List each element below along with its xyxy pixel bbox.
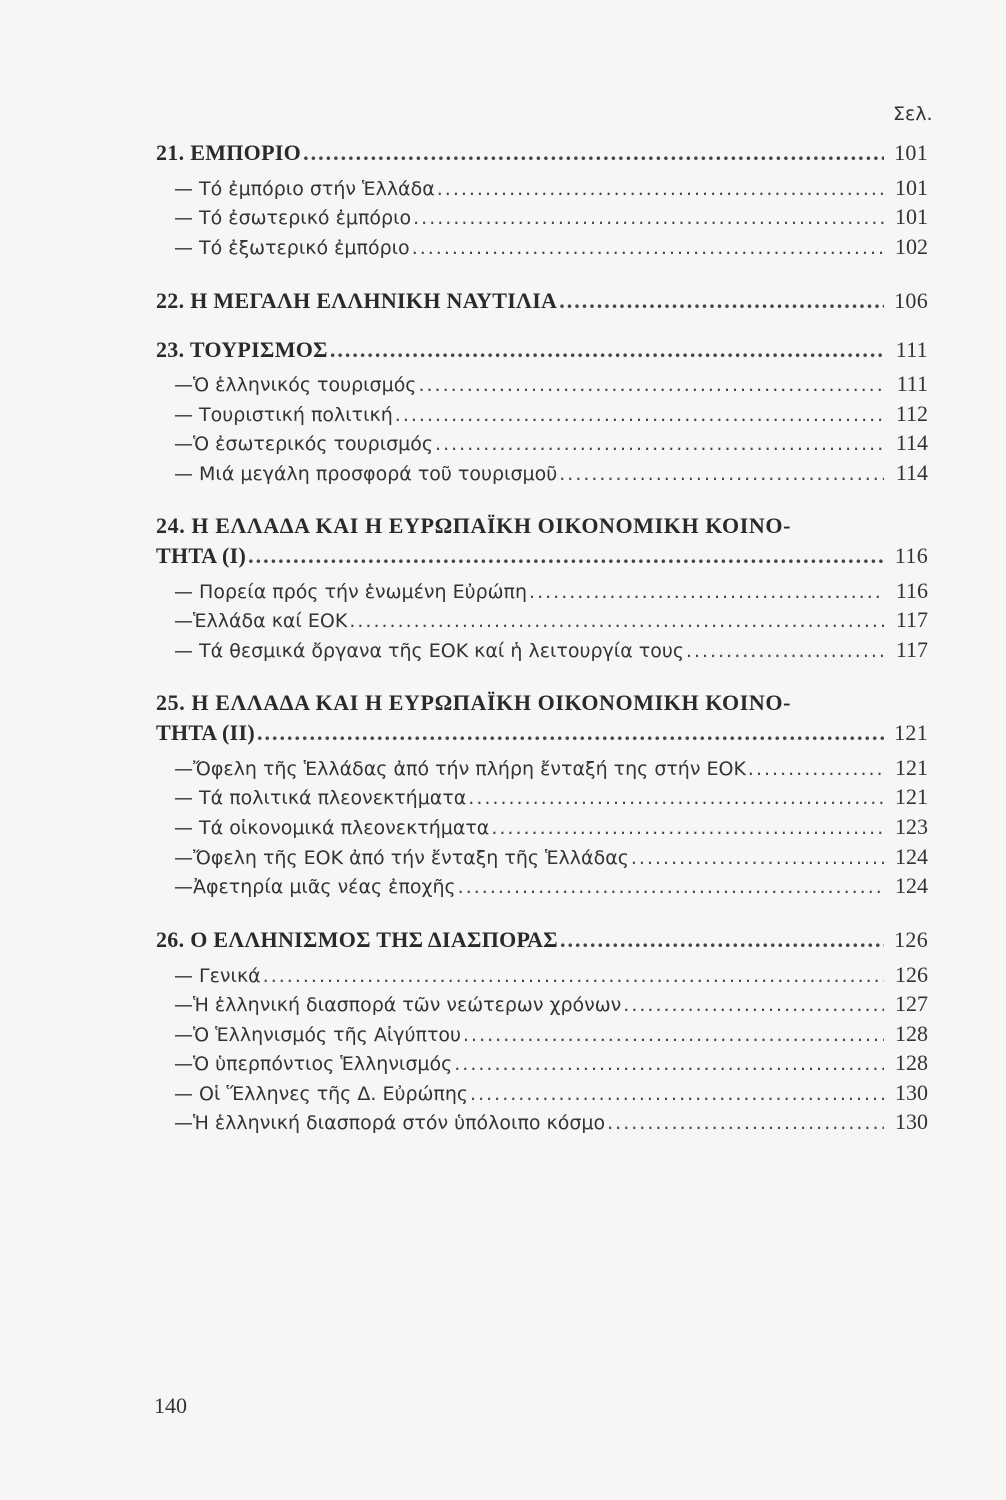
chapter-page-number: 101 xyxy=(894,140,928,165)
dot-leader xyxy=(418,374,884,396)
dot-leader xyxy=(458,876,884,898)
toc-item-page: 121 xyxy=(895,784,928,809)
chapter-page-number: 111 xyxy=(895,337,928,362)
toc-item[interactable] xyxy=(156,460,928,486)
toc-chapter-22[interactable] xyxy=(156,288,928,314)
dot-leader xyxy=(470,1083,884,1105)
toc-item-label: —Ἑλλάδα καί ΕΟΚ xyxy=(174,610,348,632)
toc-chapter-26[interactable] xyxy=(156,927,928,953)
dot-leader xyxy=(413,207,884,229)
chapter-page-number: 121 xyxy=(894,720,928,745)
toc-item-label: — Μιά μεγάλη προσφορά τοῦ τουρισμοῦ xyxy=(174,463,558,485)
toc-item[interactable] xyxy=(156,607,928,633)
dot-leader xyxy=(529,581,884,603)
toc-item-page: 128 xyxy=(895,1050,928,1075)
toc-item-page: 114 xyxy=(895,460,928,485)
chapter-title: 26. Ο ΕΛΛΗΝΙΣΜΟΣ ΤΗΣ ΔΙΑΣΠΟΡΑΣ xyxy=(156,927,558,952)
toc-item-page: 126 xyxy=(895,962,928,987)
toc-item-page: 102 xyxy=(895,234,928,259)
toc-item[interactable] xyxy=(156,1109,928,1135)
toc-item-page: 124 xyxy=(895,844,928,869)
toc-item-page: 128 xyxy=(895,1021,928,1046)
dot-leader xyxy=(559,288,884,314)
toc-item-label: —Ὁ ἑλληνικός τουρισμός xyxy=(174,374,417,396)
toc-chapter-25-title[interactable]: 25. Η ΕΛΛΑΔΑ ΚΑΙ Η ΕΥΡΩΠΑΪΚΗ ΟΙΚΟΝΟΜΙΚΗ ΚΟΙΝΟ- xyxy=(156,690,792,715)
toc-item-page: 123 xyxy=(895,814,928,839)
toc-item-page: 112 xyxy=(895,401,928,426)
chapter-title-continuation: ΤΗΤΑ (Ι) xyxy=(156,543,247,568)
toc-item[interactable] xyxy=(156,234,928,260)
toc-item-page: 116 xyxy=(895,578,928,603)
toc-item[interactable] xyxy=(156,755,928,781)
toc-item-label: —Ὄφελη τῆς ΕΟΚ ἀπό τήν ἔνταξη τῆς Ἑλλάδας xyxy=(174,847,629,869)
dot-leader xyxy=(623,994,884,1016)
chapter-page-number: 126 xyxy=(894,927,928,952)
toc-item-label: —Ὁ ἐσωτερικός τουρισμός xyxy=(174,433,434,455)
dot-leader xyxy=(748,758,884,780)
toc-item-page: 101 xyxy=(895,175,928,200)
toc-item-label: —Ἡ ἑλληνική διασπορά τῶν νεώτερων χρόνων xyxy=(174,994,622,1016)
dot-leader xyxy=(330,337,884,363)
chapter-page-number: 116 xyxy=(894,543,928,568)
toc-item[interactable] xyxy=(156,814,928,840)
dot-leader xyxy=(412,237,884,259)
page-header-label: Σελ. xyxy=(893,103,933,125)
toc-item-page: 124 xyxy=(895,873,928,898)
toc-chapter-25[interactable] xyxy=(156,720,928,746)
toc-item-page: 130 xyxy=(895,1080,928,1105)
dot-leader xyxy=(468,787,884,809)
toc-item-label: — Γενικά xyxy=(174,965,261,987)
toc-item[interactable] xyxy=(156,204,928,230)
toc-item-label: —Ἀφετηρία μιᾶς νέας ἐποχῆς xyxy=(174,876,456,898)
dot-leader xyxy=(303,140,884,166)
toc-item-page: 127 xyxy=(895,991,928,1016)
toc-chapter-23[interactable] xyxy=(156,337,928,363)
toc-item-label: — Τά πολιτικά πλεονεκτήματα xyxy=(174,787,467,809)
chapter-title: 23. ΤΟΥΡΙΣΜΟΣ xyxy=(156,337,328,362)
dot-leader xyxy=(686,640,884,662)
toc-item[interactable] xyxy=(156,430,928,456)
toc-item-label: — Οἱ Ἕλληνες τῆς Δ. Εὐρώπης xyxy=(174,1083,469,1105)
toc-item[interactable] xyxy=(156,1050,928,1076)
toc-item[interactable] xyxy=(156,873,928,899)
toc-item-page: 130 xyxy=(895,1109,928,1134)
dot-leader xyxy=(491,817,884,839)
toc-item[interactable] xyxy=(156,371,928,397)
dot-leader xyxy=(437,178,884,200)
toc-item[interactable] xyxy=(156,844,928,870)
dot-leader xyxy=(257,720,884,746)
page-number: 140 xyxy=(154,1393,187,1418)
chapter-title-continuation: ΤΗΤΑ (ΙΙ) xyxy=(156,720,255,745)
dot-leader xyxy=(248,543,884,569)
toc-item-label: — Τό ἐμπόριο στήν Ἑλλάδα xyxy=(174,178,435,200)
toc-item[interactable] xyxy=(156,637,928,663)
toc-item-label: —Ὄφελη τῆς Ἑλλάδας ἀπό τήν πλήρη ἔνταξή της στήν ΕΟΚ xyxy=(174,758,746,780)
chapter-title: 22. Η ΜΕΓΑΛΗ ΕΛΛΗΝΙΚΗ ΝΑΥΤΙΛΙΑ xyxy=(156,288,558,313)
dot-leader xyxy=(263,965,884,987)
toc-item[interactable] xyxy=(156,401,928,427)
chapter-title: 21. ΕΜΠΟΡΙΟ xyxy=(156,140,302,165)
dot-leader xyxy=(463,1024,884,1046)
dot-leader xyxy=(560,927,884,953)
toc-item[interactable] xyxy=(156,1080,928,1106)
toc-item-label: — Πορεία πρός τήν ἑνωμένη Εὐρώπη xyxy=(174,581,528,603)
toc-item-label: — Τό ἐξωτερικό ἐμπόριο xyxy=(174,237,410,259)
toc-item[interactable] xyxy=(156,578,928,604)
toc-chapter-21[interactable] xyxy=(156,140,928,166)
toc-item[interactable] xyxy=(156,962,928,988)
toc-item-page: 121 xyxy=(895,755,928,780)
toc-item-page: 101 xyxy=(895,204,928,229)
dot-leader xyxy=(607,1112,884,1134)
toc-item-label: —Ὁ Ἑλληνισμός τῆς Αἰγύπτου xyxy=(174,1024,462,1046)
toc-item[interactable] xyxy=(156,991,928,1017)
toc-chapter-24[interactable] xyxy=(156,543,928,569)
toc-item[interactable] xyxy=(156,175,928,201)
dot-leader xyxy=(435,433,884,455)
toc-item-page: 117 xyxy=(895,637,928,662)
toc-item-label: — Τά θεσμικά ὄργανα τῆς ΕΟΚ καί ἡ λειτουργία τους xyxy=(174,640,684,662)
toc-item-label: — Τά οἰκονομικά πλεονεκτήματα xyxy=(174,817,490,839)
dot-leader xyxy=(631,847,884,869)
toc-item-label: — Τουριστική πολιτική xyxy=(174,404,393,426)
chapter-page-number: 106 xyxy=(894,288,928,313)
toc-item-label: — Τό ἐσωτερικό ἐμπόριο xyxy=(174,207,412,229)
dot-leader xyxy=(559,463,884,485)
dot-leader xyxy=(395,404,884,426)
toc-item-page: 114 xyxy=(895,430,928,455)
dot-leader xyxy=(454,1053,884,1075)
toc-item[interactable] xyxy=(156,1021,928,1047)
toc-item-page: 111 xyxy=(896,371,928,396)
toc-chapter-24-title[interactable]: 24. Η ΕΛΛΑΔΑ ΚΑΙ Η ΕΥΡΩΠΑΪΚΗ ΟΙΚΟΝΟΜΙΚΗ ΚΟΙΝΟ- xyxy=(156,513,792,538)
toc-item[interactable] xyxy=(156,784,928,810)
toc-item-label: —Ὁ ὑπερπόντιος Ἑλληνισμός xyxy=(174,1053,453,1075)
toc-item-page: 117 xyxy=(895,607,928,632)
dot-leader xyxy=(349,610,884,632)
toc-item-label: —Ἡ ἑλληνική διασπορά στόν ὑπόλοιπο κόσμο xyxy=(174,1112,606,1134)
